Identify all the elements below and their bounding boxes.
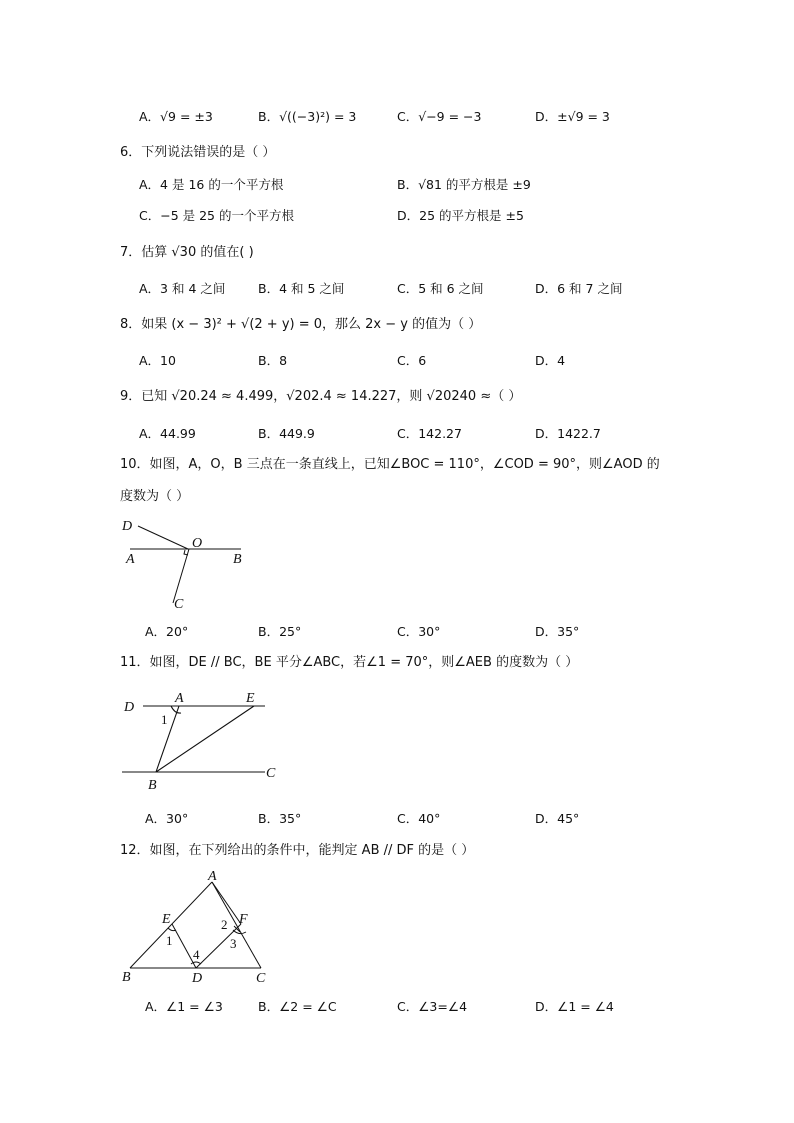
q11-label-a: A	[175, 691, 184, 706]
q12-label-e: E	[162, 912, 171, 927]
q9-option-a: A．44.99	[139, 426, 196, 441]
q7-option-d: D．6 和 7 之间	[535, 281, 623, 296]
q5-option-b: B．√((−3)²) = 3	[258, 109, 357, 124]
q10-label-c: C	[174, 597, 184, 612]
q11-stem: 11．如图，DE // BC，BE 平分∠ABC，若∠1 = 70°，则∠AEB 的度数为（ ）	[120, 655, 579, 670]
q12-option-b: B．∠2 = ∠C	[258, 999, 337, 1014]
q10-figure	[115, 515, 255, 615]
q10-option-a: A．20°	[145, 624, 189, 639]
q5-option-a: A．√9 = ±3	[139, 109, 213, 124]
q12-stem: 12．如图，在下列给出的条件中，能判定 AB // DF 的是（ ）	[120, 843, 475, 858]
q8-stem: 8．如果 (x − 3)² + √(2 + y) = 0，那么 2x − y 的值为（ ）	[120, 317, 482, 332]
q12-option-c: C．∠3=∠4	[397, 999, 468, 1014]
q10-option-c: C．30°	[397, 624, 441, 639]
q8-option-c: C．6	[397, 353, 427, 368]
q12-label-b: B	[122, 970, 131, 985]
q12-label-f: F	[239, 912, 248, 927]
q10-label-d: D	[122, 519, 133, 534]
q12-label-a: A	[208, 869, 217, 884]
q6-option-a: A．4 是 16 的一个平方根	[139, 177, 284, 192]
q12-label-d: D	[192, 971, 203, 986]
q7-stem: 7．估算 √30 的值在( )	[120, 245, 254, 260]
q11-option-d: D．45°	[535, 811, 580, 826]
q9-option-c: C．142.27	[397, 426, 462, 441]
q11-figure	[115, 683, 290, 795]
q12-option-a: A．∠1 = ∠3	[145, 999, 223, 1014]
q6-stem: 6．下列说法错误的是（ ）	[120, 145, 276, 160]
q6-option-b: B．√81 的平方根是 ±9	[397, 177, 531, 192]
q12-label-2: 2	[221, 917, 228, 932]
q11-label-d: D	[124, 700, 135, 715]
q12-label-1: 1	[166, 933, 173, 948]
q7-option-b: B．4 和 5 之间	[258, 281, 345, 296]
q11-label-c: C	[266, 766, 276, 781]
q11-label-b: B	[148, 778, 157, 793]
q7-option-c: C．5 和 6 之间	[397, 281, 484, 296]
q10-stem-line1: 10．如图，A，O，B 三点在一条直线上，已知∠BOC = 110°，∠COD = 90°，则∠AOD 的	[120, 457, 660, 472]
q5-option-d: D．±√9 = 3	[535, 109, 610, 124]
q10-option-d: D．35°	[535, 624, 580, 639]
q11-option-a: A．30°	[145, 811, 189, 826]
q12-option-d: D．∠1 = ∠4	[535, 999, 614, 1014]
q5-option-c: C．√−9 = −3	[397, 109, 482, 124]
q10-label-a: A	[126, 552, 135, 567]
q6-option-d: D．25 的平方根是 ±5	[397, 208, 524, 223]
q12-figure	[115, 866, 275, 986]
q12-label-c: C	[256, 971, 266, 986]
q12-label-3: 3	[230, 936, 237, 951]
q10-option-b: B．25°	[258, 624, 302, 639]
q7-option-a: A．3 和 4 之间	[139, 281, 226, 296]
q11-label-1: 1	[161, 712, 168, 727]
q8-option-d: D．4	[535, 353, 566, 368]
q9-option-d: D．1422.7	[535, 426, 601, 441]
q11-option-c: C．40°	[397, 811, 441, 826]
q11-label-e: E	[246, 691, 255, 706]
q6-option-c: C．−5 是 25 的一个平方根	[139, 208, 294, 223]
q10-stem-line2: 度数为（ ）	[120, 489, 190, 504]
q10-label-b: B	[233, 552, 242, 567]
q10-label-o: O	[192, 536, 203, 551]
q9-stem: 9．已知 √20.24 ≈ 4.499，√202.4 ≈ 14.227，则 √20240 ≈（ ）	[120, 389, 522, 404]
q9-option-b: B．449.9	[258, 426, 315, 441]
q8-option-b: B．8	[258, 353, 288, 368]
q12-label-4: 4	[193, 947, 200, 962]
q8-option-a: A．10	[139, 353, 176, 368]
q11-option-b: B．35°	[258, 811, 302, 826]
